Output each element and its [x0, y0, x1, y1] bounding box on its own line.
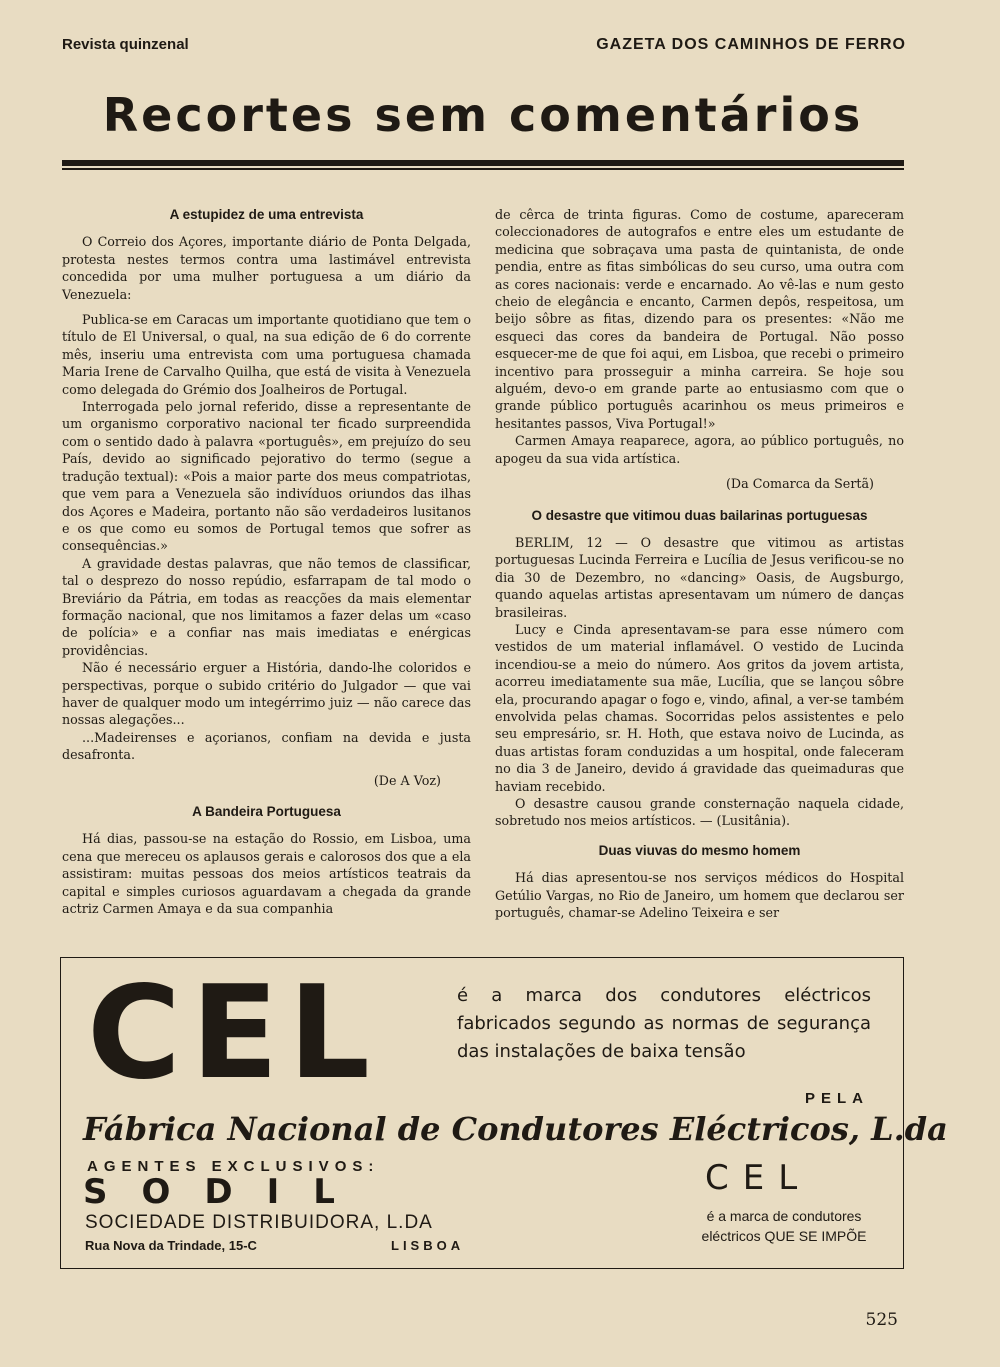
article-source: (Da Comarca da Sertã) [725, 476, 874, 492]
article-heading: A estupidez de uma entrevista [169, 207, 364, 222]
ad-agents-label: AGENTES EXCLUSIVOS: [87, 1158, 380, 1175]
article-heading: A Bandeira Portuguesa [192, 804, 341, 819]
article-paragraph: O Correio dos Açores, importante diário de Ponta Delgada, protesta nestes termos contra uma lastimável entrevista concedida por uma mulher portuguesa a um diário da Venezuela: [62, 234, 471, 302]
article-paragraph: Interrogada pelo jornal referido, disse a representante de um organismo corporativo nacional ter ficado surpreendida com o sentido dado à palavra «português», em prejuízo do seu País, devido ao significado pejorativo do termo (segue a tradução textual): «Pois a maior parte dos meus compatriotas, que vem para a Venezuela são indivíduos oriundos das ilhas dos Açores e Madeira, portanto não são verdadeiros lusitanos e os que como eu somos de Portugal temos que sofrer as consequências.» [62, 399, 471, 554]
article-paragraph: Não é necessário erguer a História, dando-lhe coloridos e perspectivas, porque o subido critério do Julgador — que vai haver de qualquer modo um integérrimo juiz — não carece das nossas alegações... [62, 660, 471, 728]
article-paragraph: A gravidade destas palavras, que não temos de classificar, tal o desprezo do nosso repúdio, esfarrapam de tal modo o Breviário da Pátria, em todas as reacções da mais elementar formação nacional, que nos limitamos a fazer delas um «caso de polícia» e a confiar nas mais imediatas e enérgicas providências. [62, 555, 471, 658]
article-paragraph: Carmen Amaya reaparece, agora, ao público português, no apogeu da sua vida artística. [495, 433, 904, 466]
cel-logo: CEL [87, 959, 380, 1108]
article-paragraph: ...Madeirenses e açorianos, confiam na devida e justa desafronta. [62, 729, 471, 763]
ad-society-name: SOCIEDADE DISTRIBUIDORA, L.DA [85, 1212, 433, 1233]
page-title: Recortes sem comentários [102, 88, 864, 142]
article-paragraph: Há dias apresentou-se nos serviços médicos do Hospital Getúlio Vargas, no Rio de Janeiro, um homem que declarou ser português, chamar-se Adelino Teixeira e ser [495, 870, 904, 921]
title-rule [62, 160, 904, 170]
ad-cel-description: é a marca de condutores eléctricos QUE SE IMPÕE [701, 1208, 867, 1244]
article-paragraph: Há dias, passou-se na estação do Rossio, em Lisboa, uma cena que mereceu os aplausos gerais e calorosos dos que a ela assistiram: muitas pessoas dos meios artísticos teatrais da capital e simples curiosos aguardavam a chegada da grande actriz Carmen Amaya e da sua companhia [62, 831, 471, 917]
ad-pela: PELA [804, 1090, 869, 1107]
left-column [62, 206, 471, 917]
ad-cel-small-logo: CEL [705, 1158, 812, 1198]
article-heading: Duas viuvas do mesmo homem [598, 842, 801, 858]
ad-address: Rua Nova da Trindade, 15-C [85, 1238, 257, 1253]
article-paragraph: O desastre causou grande consternação naquela cidade, sobretudo nos meios artísticos. — (Lusitânia). [495, 796, 904, 829]
article-paragraph: Lucy e Cinda apresentavam-se para esse número com vestidos de um material inflamável. O vestido de Lucinda incendiou-se a meio do número. Aos gritos da jovem artista, acorreu imediatamente sua mãe, Lucília, que se lançou sôbre ela, procurando apagar o fogo e, vindo, afinal, a ver-se também envolvida pelas chamas. Socorridas pelos assistentes e pelo seu empresário, sr. H. Hoth, que estava noivo de Lucinda, as duas artistas foram conduzidas a um hospital, onde faleceram no dia 3 de Janeiro, devido á gravidade das queimaduras que haviam recebido. [495, 621, 904, 794]
right-column [495, 206, 904, 921]
ad-company-name: Fábrica Nacional de Condutores Eléctricos, L.da [83, 1110, 948, 1148]
article-paragraph: de cêrca de trinta figuras. Como de costume, apareceram coleccionadores de autografos e entre eles um estudante de medicina que sobraçava uma pasta de quintanista, de onde pendia, entre as fitas simbólicas do seu curso, uma outra com as cores nacionais: verde e encarnado. Ao vê-las e num gesto cheio de elegância e encanto, Carmen depôs, respeitosa, um beijo sôbre as fitas, dizendo para os presentes: «Não me esqueci das cores da bandeira de Portugal. Não posso esquecer-me de que foi aqui, em Lisboa, que recebi o primeiro incentivo para prosseguir a minha carreira. Se hoje sou alguém, devo-o em grande parte ao entusiasmo com que o grande público português acarinhou os meus primeiros e hesitantes passos, Viva Portugal!» [495, 207, 904, 431]
article-source: (De A Voz) [373, 772, 441, 788]
ad-tagline: é a marca dos condutores eléctricos fabricados segundo as normas de segurança das instalações de baixa tensão [457, 985, 871, 1062]
running-header-left: Revista quinzenal [62, 36, 189, 53]
ad-sodil-name: SODIL [83, 1172, 369, 1212]
page-number: 525 [865, 1310, 898, 1330]
article-paragraph: BERLIM, 12 — O desastre que vitimou as artistas portuguesas Lucinda Ferreira e Lucília de Jesus verificou-se no dia 30 de Dezembro, no «dancing» Oasis, de Augsburgo, quando aquelas artistas apresentavam um número de danças brasileiras. [495, 534, 904, 620]
article-paragraph: Publica-se em Caracas um importante quotidiano que tem o título de El Universal, o qual, na sua edição de 6 do corrente mês, inseriu uma entrevista com uma portuguesa chamada Maria Irene de Carvalho Quilha, que está de visita à Venezuela como delegada do Grémio dos Joalheiros de Portugal. [62, 312, 471, 397]
cel-advertisement [60, 957, 948, 1269]
ad-city: LISBOA [391, 1238, 465, 1253]
article-heading: O desastre que vitimou duas bailarinas portuguesas [531, 507, 868, 523]
running-header-right: GAZETA DOS CAMINHOS DE FERRO [596, 36, 906, 53]
